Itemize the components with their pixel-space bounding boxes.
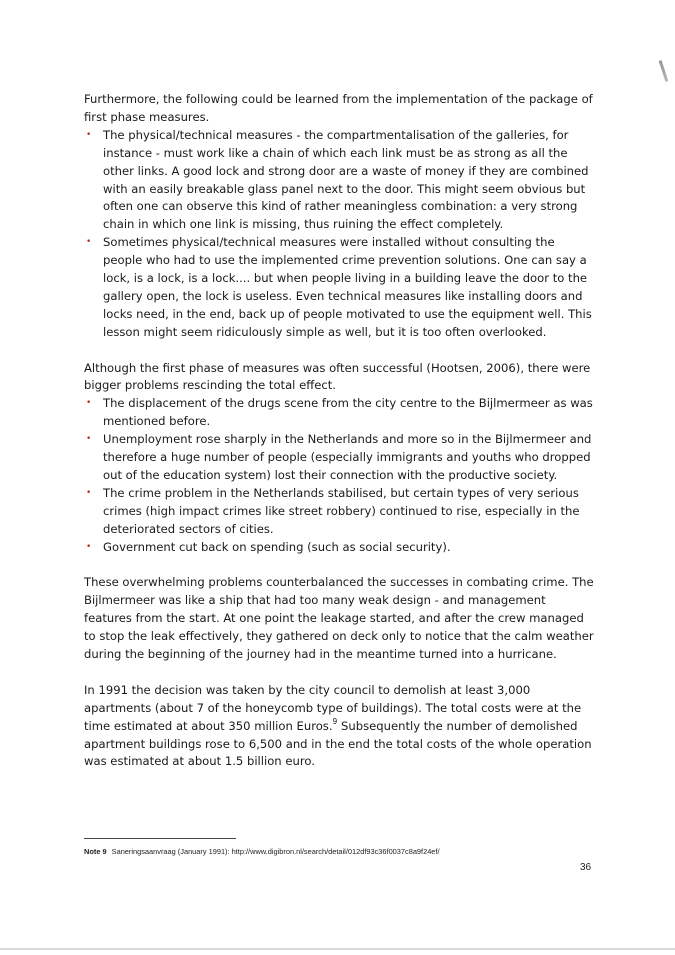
list-item: • The displacement of the drugs scene from the city centre to the Bijlmermeer as was mentioned before.: [84, 395, 596, 431]
list-item: • The crime problem in the Netherlands stabilised, but certain types of very serious crimes (high impact crimes like street robbery) continued to rise, especially in the deteriorated sectors of cities.: [84, 485, 596, 539]
problems-list: [84, 395, 596, 556]
list-item: • Unemployment rose sharply in the Netherlands and more so in the Bijlmermeer and therefore a huge number of people (especially immigrants and youths who dropped out of the education system) lost their connection with the productive society.: [84, 431, 596, 485]
footnote: [84, 847, 564, 857]
lessons-list: [84, 127, 596, 342]
list-item: • Sometimes physical/technical measures were installed without consulting the people who had to use the implemented crime prevention solutions. One can say a lock, is a lock, is a lock.... but when people living in a building leave the door to the gallery open, the lock is useless. Even technical measures like installing doors and locks need, in the end, back up of people motivated to use the equipment well. This lesson might seem ridiculously simple as well, but it is too often overlooked.: [84, 234, 596, 341]
demolition-text-part2: Subsequently the number of demolished apartment buildings rose to 6,500 and in the end the total costs of the whole operation was estimated at about 1.5 billion euro.: [84, 718, 592, 769]
demolition-text-part1: In 1991 the decision was taken by the city council to demolish at least 3,000 apartments (about 7 of the honeycomb type of buildings). The total costs were at the time estimated at about 350 million Euros.: [84, 682, 582, 733]
intro-problems-paragraph: Although the first phase of measures was often successful (Hootsen, 2006), there were bigger problems rescinding the total effect.: [84, 360, 591, 393]
list-item: • Government cut back on spending (such as social security).: [84, 539, 596, 557]
scan-mark: [659, 60, 669, 82]
page-number: 36: [580, 862, 592, 873]
body-text: [84, 91, 596, 771]
footnote-label: Note 9: [84, 847, 107, 856]
demolition-paragraph: [84, 682, 596, 772]
footnote-reference[interactable]: 9: [332, 716, 338, 726]
page-bottom-edge: [0, 948, 675, 950]
footnote-text[interactable]: Saneringsaanvraag (January 1991): http://www.digibron.nl/search/detail/012df93c36f0037c8a9f24ef/: [111, 847, 440, 856]
intro-learned-paragraph: Furthermore, the following could be learned from the implementation of the package of first phase measures.: [84, 92, 593, 124]
footnote-divider: [84, 838, 236, 839]
ship-paragraph: These overwhelming problems counterbalanced the successes in combating crime. The Bijlmermeer was like a ship that had too many weak design - and management features from the start. At one point the leakage started, and after the crew managed to stop the leak effectively, they gathered on deck only to notice that the calm weather during the beginning of the journey had in the meantime turned into a hurricane.: [84, 575, 594, 662]
list-item: • The physical/technical measures - the compartmentalisation of the galleries, for instance - must work like a chain of which each link must be as strong as all the other links. A good lock and strong door are a waste of money if they are combined with an easily breakable glass panel next to the door. This might seem obvious but often one can observe this kind of rather meaningless combination: a very strong chain in which one link is missing, thus ruining the effect completely.: [84, 127, 596, 234]
